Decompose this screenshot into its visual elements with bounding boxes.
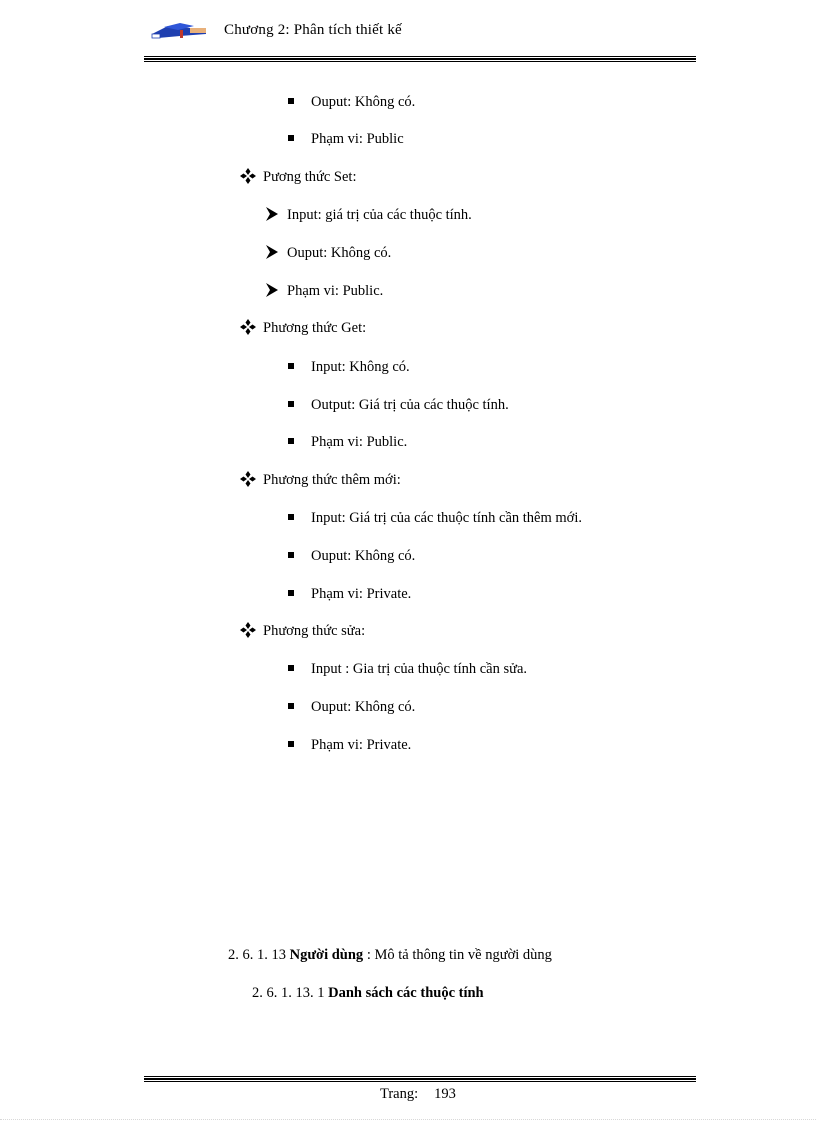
list-item: Phạm vi: Private. — [311, 586, 412, 602]
arrow-bullet-icon — [266, 283, 278, 297]
list-item: Input: Giá trị của các thuộc tính cần thêm mới. — [311, 510, 582, 526]
list-item: Phạm vi: Public. — [287, 283, 384, 299]
diamond-bullet-icon — [240, 319, 256, 335]
list-item: Input: giá trị của các thuộc tính. — [287, 207, 472, 223]
page-edge — [0, 1119, 816, 1120]
list-item: Ouput: Không có. — [311, 548, 416, 564]
subsection-heading — [252, 984, 484, 1002]
header-title: Chương 2: Phân tích thiết kế — [224, 22, 402, 38]
square-bullet-icon — [288, 363, 294, 369]
page-footer — [380, 1086, 456, 1103]
list-item: Input: Không có. — [311, 359, 410, 375]
square-bullet-icon — [288, 401, 294, 407]
header-rule — [144, 56, 696, 62]
diamond-bullet-icon — [240, 471, 256, 487]
subsection-title: Danh sách các thuộc tính — [328, 985, 484, 1001]
section-heading — [228, 946, 552, 964]
list-item: Ouput: Không có. — [287, 245, 392, 261]
square-bullet-icon — [288, 552, 294, 558]
square-bullet-icon — [288, 98, 294, 104]
square-bullet-icon — [288, 514, 294, 520]
section-title: Người dùng — [289, 947, 364, 963]
list-item: Phạm vi: Public — [311, 131, 404, 147]
section-description: : Mô tả thông tin về người dùng — [366, 947, 552, 963]
footer-rule — [144, 1076, 696, 1082]
section-number: 2. 6. 1. 13 — [228, 947, 286, 963]
diamond-bullet-icon — [240, 168, 256, 184]
square-bullet-icon — [288, 590, 294, 596]
list-item: Ouput: Không có. — [311, 94, 416, 110]
subsection-number: 2. 6. 1. 13. 1 — [252, 985, 325, 1001]
list-item: Ouput: Không có. — [311, 699, 416, 715]
arrow-bullet-icon — [266, 207, 278, 221]
arrow-bullet-icon — [266, 245, 278, 259]
list-item: Input : Gia trị của thuộc tính cần sửa. — [311, 661, 528, 677]
list-item: Output: Giá trị của các thuộc tính. — [311, 397, 509, 413]
square-bullet-icon — [288, 135, 294, 141]
page-label: Trang: — [380, 1086, 419, 1102]
method-heading: Phương thức Get: — [263, 320, 367, 336]
square-bullet-icon — [288, 665, 294, 671]
list-item: Phạm vi: Public. — [311, 434, 408, 450]
list-item: Phạm vi: Private. — [311, 737, 412, 753]
diamond-bullet-icon — [240, 622, 256, 638]
method-heading: Pương thức Set: — [263, 169, 357, 185]
square-bullet-icon — [288, 438, 294, 444]
square-bullet-icon — [288, 703, 294, 709]
page-number: 193 — [434, 1086, 456, 1102]
square-bullet-icon — [288, 741, 294, 747]
method-heading: Phương thức sửa: — [263, 623, 366, 639]
method-heading: Phương thức thêm mới: — [263, 472, 401, 488]
graduation-cap-pen-icon — [150, 22, 208, 40]
